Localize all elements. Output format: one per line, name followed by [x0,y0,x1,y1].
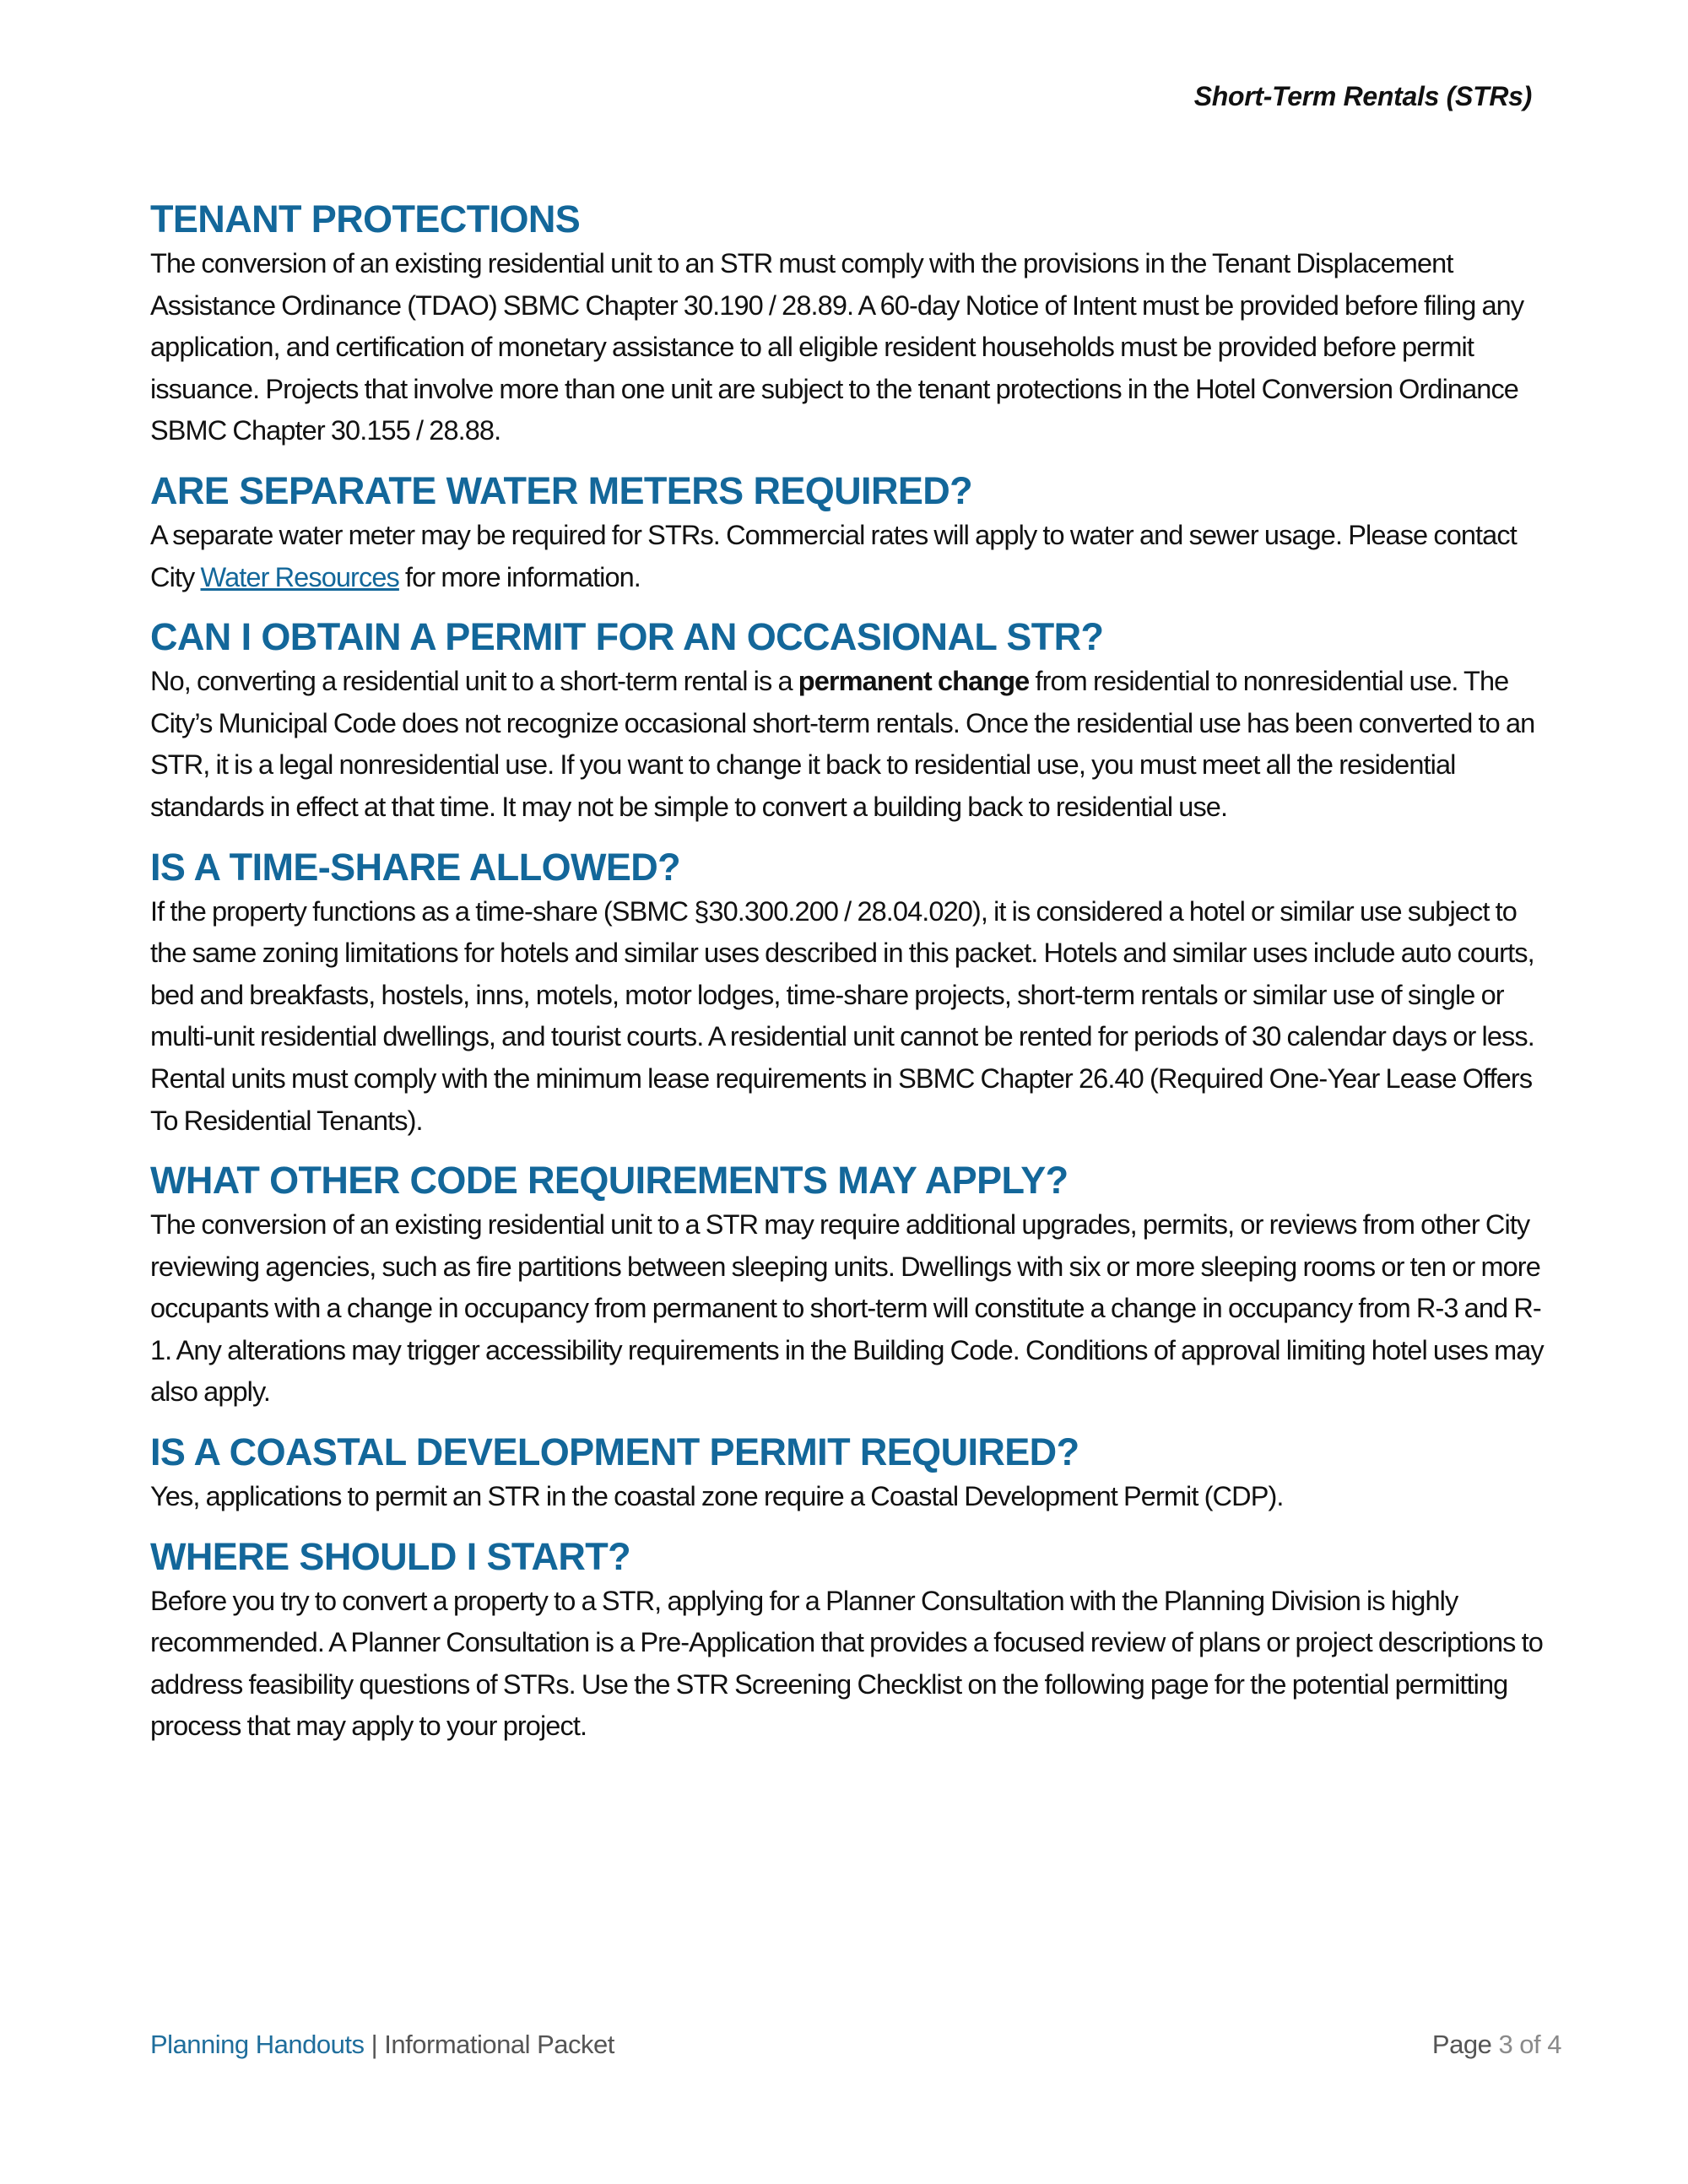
section-body: If the property functions as a time-share (SBMC §30.300.200 / 28.04.020), it is considered a hotel or similar use subject to the same zoning limitations for hotels and similar uses described in this packet. Hotels and similar uses include auto courts, bed and breakfasts, hostels, inns, motels, motor lodges, time-share projects, short-term rentals or similar use of single or multi-unit residential dwellings, and tourist courts. A residential unit cannot be rented for periods of 30 calendar days or less. Rental units must comply with the minimum lease requirements in SBMC Chapter 26.40 (Required One-Year Lease Offers To Residential Tenants). [150,895,1534,1136]
running-header-title: Short-Term Rentals (STRs) [1193,81,1532,111]
section-tenant-protections [150,196,1551,452]
section-heading: CAN I OBTAIN A PERMIT FOR AN OCCASIONAL STR? [150,615,1104,659]
section-heading: TENANT PROTECTIONS [150,197,581,241]
section-other-code-requirements [150,1157,1551,1414]
section-time-share [150,844,1551,1143]
section-body [150,661,1551,828]
section-body: Yes, applications to permit an STR in the coastal zone require a Coastal Development Permit (CDP). [150,1481,1284,1512]
section-body: Before you try to convert a property to a STR, applying for a Planner Consultation with the Planning Division is highly recommended. A Planner Consultation is a Pre-Application that provides a focused review of plans or project descriptions to address feasibility questions of STRs. Use the STR Screening Checklist on the following page for the potential permitting process that may apply to your project. [150,1585,1543,1742]
section-body [150,515,1551,598]
page-indicator [1432,2030,1561,2060]
section-heading: IS A COASTAL DEVELOPMENT PERMIT REQUIRED? [150,1430,1079,1474]
section-body: The conversion of an existing residential unit to an STR must comply with the provisions in the Tenant Displacement Assistance Ordinance (TDAO) SBMC Chapter 30.190 / 28.89. A 60-day Notice of Intent must be provided before filing any application, and certification of monetary assistance to all eligible resident households must be provided before permit issuance. Projects that involve more than one unit are subject to the tenant protections in the Hotel Conversion Ordinance SBMC Chapter 30.155 / 28.88. [150,248,1524,446]
section-heading: ARE SEPARATE WATER METERS REQUIRED? [150,468,973,512]
page-number: 3 of 4 [1498,2030,1561,2059]
section-heading: IS A TIME-SHARE ALLOWED? [150,845,681,889]
footer-subtitle: Informational Packet [384,2030,614,2059]
body-text: from residential to nonresidential use. The City’s Municipal Code does not recognize occasional short-term rentals. Once the residential use has been converted to an STR, it is a legal nonresidential use. If you want to change it back to residential use, you must meet all the residential standards in effect at that time. It may not be simple to convert a building back to residential use. [150,666,1535,822]
page-label: Page [1431,2030,1492,2059]
section-occasional-str [150,614,1551,828]
section-coastal-permit [150,1429,1551,1518]
footer-left [150,2030,614,2060]
section-body: The conversion of an existing residential unit to a STR may require additional upgrades, permits, or reviews from other City reviewing agencies, such as fire partitions between sleeping units. Dwellings with six or more sleeping rooms or ten or more occupants with a change in occupancy from permanent to short-term will constitute a change in occupancy from R-3 and R-1. Any alterations may trigger accessibility requirements in the Building Code. Conditions of approval limiting hotel uses may also apply. [150,1209,1544,1408]
body-text: No, converting a residential unit to a short-term rental is a [150,666,798,697]
section-where-to-start [150,1533,1551,1748]
body-text: for more information. [398,561,641,592]
document-body [150,196,1551,1763]
emphasis-text: permanent change [798,666,1030,697]
section-heading: WHERE SHOULD I START? [150,1534,631,1578]
body-text: A separate water meter may be required for STRs. Commercial rates will apply to water and sewer usage. Please contact City [150,519,1517,592]
water-resources-link[interactable]: Water Resources [200,561,399,592]
section-heading: WHAT OTHER CODE REQUIREMENTS MAY APPLY? [150,1159,1069,1203]
footer-separator: | [371,2030,378,2059]
section-water-meters [150,468,1551,598]
footer-brand: Planning Handouts [150,2030,365,2059]
